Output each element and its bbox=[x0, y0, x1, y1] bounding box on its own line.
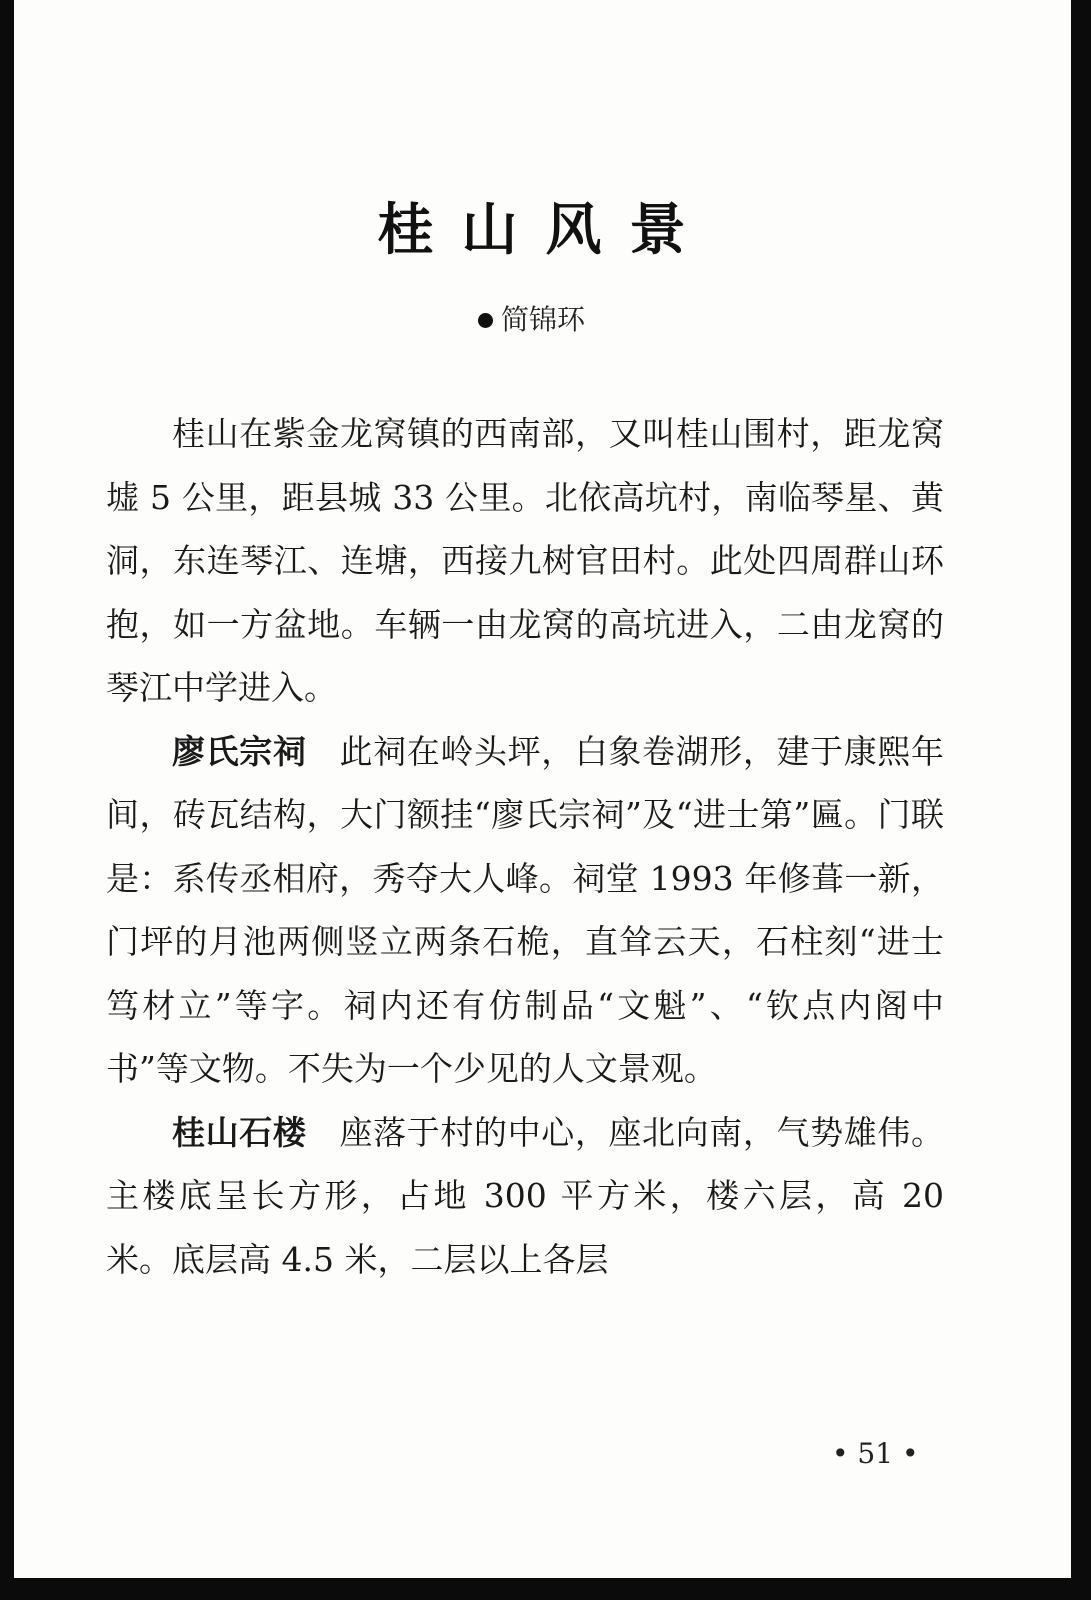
article-body bbox=[106, 402, 944, 1291]
page-number: • 51 • bbox=[832, 1437, 919, 1470]
paragraph-intro: 桂山在紫金龙窝镇的西南部，又叫桂山围村，距龙窝墟 5 公里，距县城 33 公里。北依高坑村，南临琴星、黄洞，东连琴江、连塘，西接九树官田村。此处四周群山环抱，如一方盆地。车辆一由龙窝的高坑进入，二由龙窝的琴江中学进入。 bbox=[106, 414, 944, 707]
author-line bbox=[478, 300, 585, 340]
section-text-stone-building: 座落于村的中心，座北向南，气势雄伟。主楼底呈长方形，占地 300 平方米，楼六层，高 20 米。底层高 4.5 米，二层以上各层 bbox=[106, 1112, 945, 1279]
paragraph-stone-building bbox=[106, 1101, 944, 1292]
section-text-ancestral-hall: 此祠在岭头坪，白象卷湖形，建于康熙年间，砖瓦结构，大门额挂“廖氏宗祠”及“进士第”匾。门联是：系传丞相府，秀夺大人峰。祠堂 1993 年修葺一新，门坪的月池两侧竖立两条石桅，直耸云天，石柱刻“进士笃材立”等字。祠内还有仿制品“文魁”、“钦点内阁中书”等文物。不失为一个少见的人文景观。 bbox=[106, 731, 945, 1088]
article-title: 桂山风景 bbox=[377, 198, 714, 263]
scan-border-bottom bbox=[0, 1578, 1091, 1600]
bullet-icon bbox=[478, 313, 493, 328]
section-heading-ancestral-hall: 廖氏宗祠 bbox=[172, 731, 307, 771]
paragraph-ancestral-hall bbox=[106, 720, 944, 1101]
section-heading-stone-building: 桂山石楼 bbox=[172, 1112, 307, 1152]
author-name: 简锦环 bbox=[501, 303, 586, 336]
